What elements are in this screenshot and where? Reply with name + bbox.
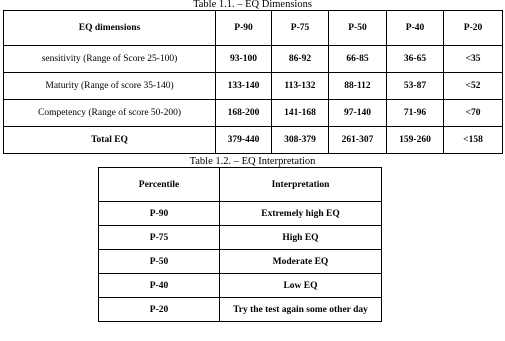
table-row: [99, 250, 382, 274]
row-label: Maturity (Range of score 35-140): [4, 73, 216, 100]
cell-interpretation: Moderate EQ: [220, 250, 382, 274]
table-row: [99, 298, 382, 322]
cell-percentile: P-40: [99, 274, 220, 298]
table-row: [4, 100, 503, 127]
table1-caption: Table 1.1. – EQ Dimensions: [193, 0, 312, 10]
header-p75: P-75: [272, 11, 329, 46]
table-row: [99, 202, 382, 226]
cell-interpretation: Try the test again some other day: [220, 298, 382, 322]
eq-interpretation-table: [98, 167, 382, 322]
table-header-row: [4, 11, 503, 46]
header-p90: P-90: [216, 11, 272, 46]
header-eq-dimensions: EQ dimensions: [4, 11, 216, 46]
cell-interpretation: High EQ: [220, 226, 382, 250]
cell-value: 308-379: [272, 127, 329, 154]
cell-value: 113-132: [272, 73, 329, 100]
cell-value: <70: [444, 100, 503, 127]
row-label: Competency (Range of score 50-200): [4, 100, 216, 127]
cell-value: <52: [444, 73, 503, 100]
table-row: [4, 73, 503, 100]
table-header-row: [99, 168, 382, 202]
cell-value: 159-260: [387, 127, 444, 154]
cell-value: 88-112: [329, 73, 387, 100]
cell-value: <158: [444, 127, 503, 154]
table2-caption: Table 1.2. – EQ Interpretation: [189, 156, 316, 167]
cell-percentile: P-75: [99, 226, 220, 250]
cell-value: <35: [444, 46, 503, 73]
cell-value: 261-307: [329, 127, 387, 154]
cell-value: 97-140: [329, 100, 387, 127]
cell-value: 86-92: [272, 46, 329, 73]
cell-value: 93-100: [216, 46, 272, 73]
cell-value: 168-200: [216, 100, 272, 127]
cell-value: 36-65: [387, 46, 444, 73]
cell-percentile: P-20: [99, 298, 220, 322]
table-row-total: [4, 127, 503, 154]
cell-percentile: P-50: [99, 250, 220, 274]
cell-value: 71-96: [387, 100, 444, 127]
cell-value: 141-168: [272, 100, 329, 127]
cell-interpretation: Low EQ: [220, 274, 382, 298]
cell-interpretation: Extremely high EQ: [220, 202, 382, 226]
table-row: [99, 274, 382, 298]
cell-value: 379-440: [216, 127, 272, 154]
header-interpretation: Interpretation: [220, 168, 382, 202]
eq-dimensions-table: [3, 10, 503, 154]
cell-percentile: P-90: [99, 202, 220, 226]
header-percentile: Percentile: [99, 168, 220, 202]
cell-value: 66-85: [329, 46, 387, 73]
table-row: [4, 46, 503, 73]
header-p40: P-40: [387, 11, 444, 46]
row-label: Total EQ: [4, 127, 216, 154]
cell-value: 133-140: [216, 73, 272, 100]
table-row: [99, 226, 382, 250]
row-label: sensitivity (Range of Score 25-100): [4, 46, 216, 73]
header-p50: P-50: [329, 11, 387, 46]
cell-value: 53-87: [387, 73, 444, 100]
header-p20: P-20: [444, 11, 503, 46]
